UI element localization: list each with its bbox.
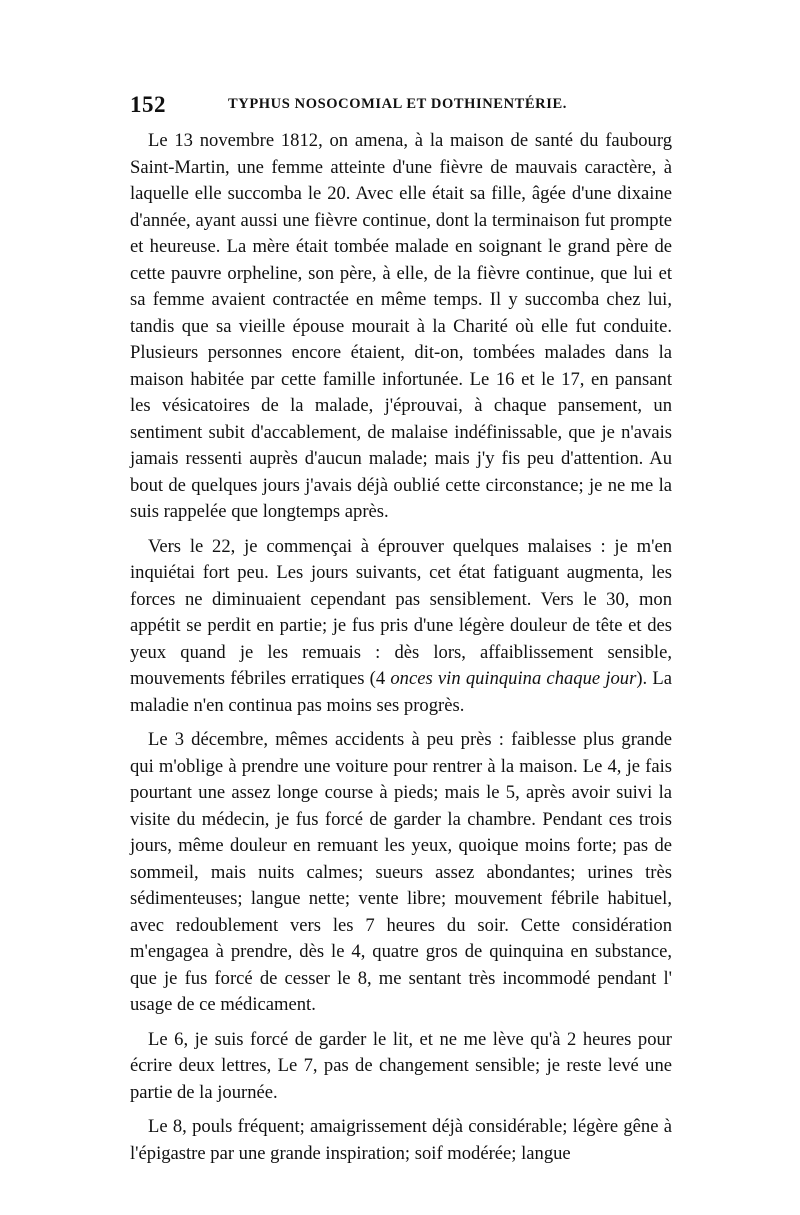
running-title: TYPHUS NOSOCOMIAL ET DOTHINENTÉRIE. [228, 96, 567, 112]
paragraph-5: Le 8, pouls fréquent; amaigrissement déjà considérable; légère gêne à l'épigastre par une grande inspiration; soif modérée; langue [130, 1116, 672, 1164]
paragraph-2-text-before: Vers le 22, je commençai à éprouver quelques malaises : je m'en inquiétai fort peu. Les jours suivants, cet état fatiguant augmenta, les forces ne diminuaient cependant pas sensiblement. Vers le 30, mon appétit se perdit en partie; je fus pris d'une légère douleur de tête et des yeux quand je les remuais : dès lors, affaiblissement sensible, mouvements fébriles erratiques (4 [130, 535, 672, 689]
paragraph-2-text-after: ). La maladie n'en continua pas moins ses progrès. [130, 668, 672, 716]
book-page [130, 92, 672, 1175]
paragraph-4: Le 6, je suis forcé de garder le lit, et ne me lève qu'à 2 heures pour écrire deux lettres, Le 7, pas de changement sensible; je reste levé une partie de la journée. [130, 1028, 672, 1103]
page-number: 152 [130, 92, 166, 117]
body-text [130, 128, 672, 1167]
paragraph-2 [130, 534, 672, 720]
paragraph-1: Le 13 novembre 1812, on amena, à la maison de santé du faubourg Saint-Martin, une femme atteinte d'une fièvre de mauvais caractère, à laquelle elle succomba le 20. Avec elle était sa fille, âgée d'une dixaine d'année, ayant aussi une fièvre continue, dont la terminaison fut prompte et heureuse. La mère était tombée malade en soignant le grand père de cette pauvre orpheline, son père, à elle, de la fièvre continue, que lui et sa femme avaient contractée en même temps. Il y succomba chez lui, tandis que sa vieille épouse mourait à la Charité où elle fut conduite. Plusieurs personnes encore étaient, dit-on, tombées malades dans la maison habitée par cette famille infortunée. Le 16 et le 17, en pansant les vésicatoires de la malade, j'éprouvai, à chaque pansement, un sentiment subit d'accablement, de malaise indéfinissable, que je n'avais jamais ressenti auprès d'aucun malade; mais j'y fis peu d'attention. Au bout de quelques jours j'avais déjà oublié cette circonstance; je ne me la suis rappelée que longtemps après. [130, 130, 672, 522]
paragraph-3: Le 3 décembre, mêmes accidents à peu près : faiblesse plus grande qui m'oblige à prendre une voiture pour rentrer à la maison. Le 4, je fais pourtant une assez longe course à pieds; mais le 5, après avoir suivi la visite du médecin, je fus forcé de garder la chambre. Pendant ces trois jours, même douleur en remuant les yeux, quoique moins forte; pas de sommeil, mais nuits calmes; sueurs assez abondantes; urines très sédimenteuses; langue nette; vente libre; mouvement fébrile habituel, avec redoublement vers les 7 heures du soir. Cette considération m'engagea à prendre, dès le 4, quatre gros de quinquina en substance, que je fus forcé de cesser le 8, me sentant très incommodé pendant l' usage de ce médicament. [130, 729, 672, 1015]
paragraph-2-italic: onces vin quinquina chaque jour [390, 668, 637, 689]
page-header [130, 92, 672, 120]
